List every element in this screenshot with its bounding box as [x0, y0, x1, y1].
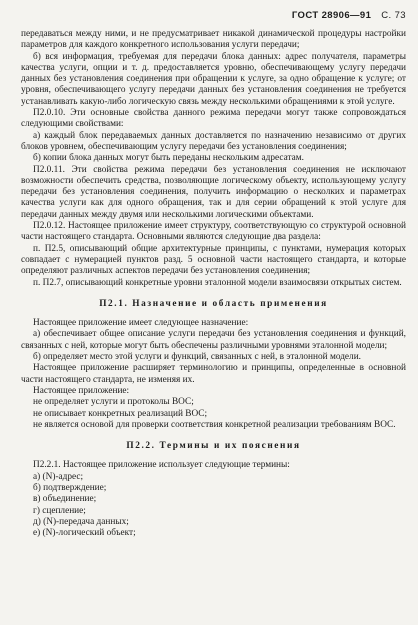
paragraph: П2.0.12. Настоящее приложение имеет структуру, соответствующую со структурой основной части настоящего стандарта. Основными являются следующие два раздела:: [21, 221, 406, 243]
paragraph: П2.0.10. Эти основные свойства данного режима передачи могут также сопровождаться следующими свойствами:: [21, 108, 406, 130]
list-item: е) (N)-логический объект;: [33, 528, 136, 539]
paragraph: а) каждый блок передаваемых данных доставляется по назначению независимо от других блоков уровнем, обеспечивающим услугу передачи без установления соединения;: [21, 130, 406, 152]
paragraph: Настоящее приложение:: [33, 385, 130, 396]
list-item: а) (N)-адрес;: [33, 471, 84, 482]
list-item: д) (N)-передача данных;: [33, 516, 129, 527]
list-item: г) сцепление;: [33, 505, 86, 516]
paragraph: б) вся информация, требуемая для передачи блока данных: адрес получателя, параметры качества услуги, опции и т. д. предоставляется уровню, обеспечивающему услугу передачи данных без установления соединения при обращении к услуге, за одно обращение к услуге; от уровня, обеспечивающего услугу передачи данных без установления соединения не требуется устанавливать какую-либо логическую связь между несколькими обращениями к этой услуге.: [21, 51, 406, 107]
section-heading: П2.2. Термины и их пояснения: [126, 441, 301, 452]
list-item: б) подтверждение;: [33, 482, 107, 493]
paragraph: а) обеспечивает общее описание услуги передачи без установления соединения и функций, связанных с ней, которые могут быть обеспечены различными уровнями эталонной модели;: [21, 329, 406, 351]
paragraph: не является основой для проверки соответствия конкретной реализации требованиям ВОС.: [33, 419, 396, 430]
running-header: [21, 8, 406, 24]
paragraph: б) определяет место этой услуги и функций, связанных с ней, в эталонной модели.: [33, 352, 362, 363]
paragraph: П2.2.1. Настоящее приложение использует следующие термины:: [33, 460, 290, 471]
paragraph: не определяет услуги и протоколы ВОС;: [33, 397, 194, 408]
standard-number: ГОСТ 28906—91: [291, 10, 372, 21]
list-item: в) объединение;: [33, 494, 97, 505]
paragraph: не описывает конкретных реализаций ВОС;: [33, 408, 208, 419]
paragraph: передаваться между ними, и не предусматривает никакой динамической процедуры настройки параметров для каждого конкретного использования услуги передачи;: [21, 29, 406, 51]
paragraph: Настоящее приложение имеет следующее назначение:: [33, 318, 249, 329]
paragraph: Настоящее приложение расширяет терминологию и принципы, определенные в основной части настоящего стандарта, не изменяя их.: [21, 363, 406, 385]
page-number: С. 73: [381, 10, 406, 21]
paragraph: п. П2.7, описывающий конкретные уровни эталонной модели взаимосвязи открытых систем.: [33, 277, 402, 288]
section-heading: П2.1. Назначение и область применения: [99, 298, 328, 309]
paragraph: П2.0.11. Эти свойства режима передачи без установления соединения не исключают возможности обеспечить средства, позволяющие логическому объекту, использующему услугу передачи без установления соединения, получить информацию о несколких и параметрах качества услуги как для одного обращения, так и для серии обращений к этой услуге для передачи данных между двумя или несколькими логическими объектами.: [21, 164, 406, 220]
paragraph: б) копии блока данных могут быть переданы нескольким адресатам.: [33, 153, 304, 164]
paragraph: п. П2.5, описывающий общие архитектурные принципы, с пунктами, нумерация которых совпадает с нумерацией пунктов разд. 5 основной части настоящего стандарта, и которые определяют различных аспектов передачи без установления соединения;: [21, 243, 406, 277]
